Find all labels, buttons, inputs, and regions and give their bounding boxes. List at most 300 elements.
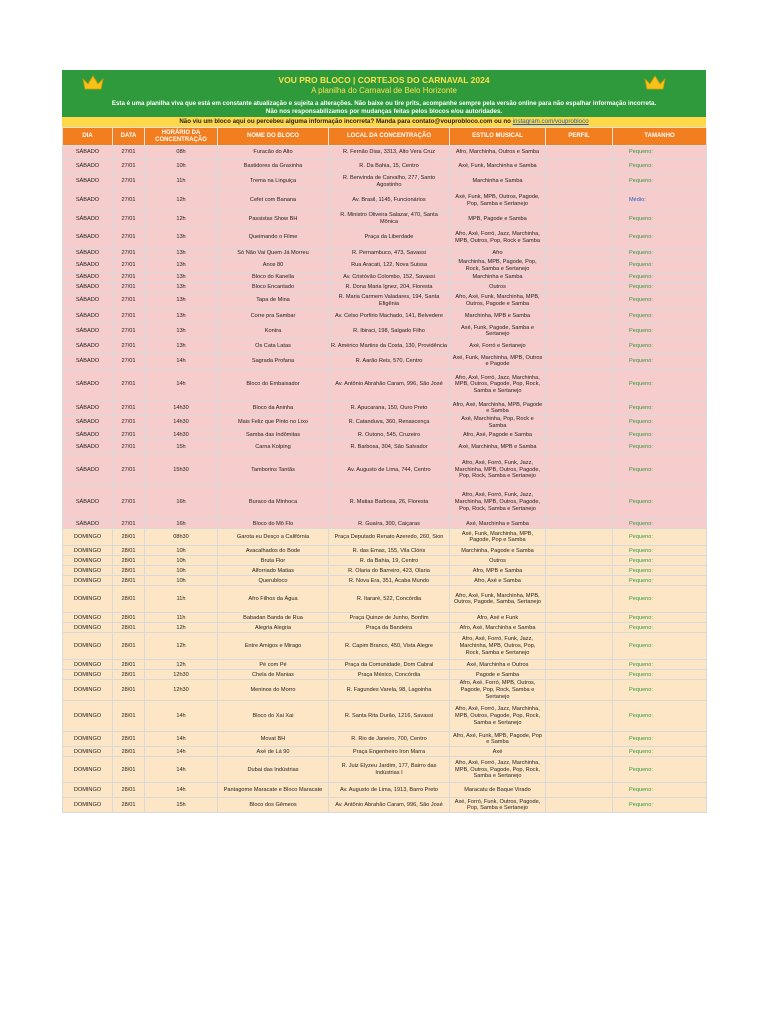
cell-data[interactable]: 27/01 (113, 160, 145, 174)
cell-hora[interactable]: 12h (145, 212, 218, 227)
cell-nome[interactable]: Tapa de Mina (218, 293, 329, 309)
cell-tamanho[interactable]: Pequeno: (613, 680, 707, 701)
cell-local[interactable]: R. Rio de Janeiro, 700, Centro (329, 732, 450, 747)
cell-tamanho[interactable]: Pequeno: (613, 227, 707, 249)
cell-tamanho[interactable]: Médio: (613, 190, 707, 212)
cell-perfil[interactable] (546, 259, 613, 273)
cell-hora[interactable]: 13h (145, 324, 218, 339)
cell-estilo[interactable]: Afro, Axé, Forró, Jazz, Marchinha, MPB, Outros, Pagode, Pop, Rock, Samba e Sertanejo (450, 369, 546, 401)
cell-tamanho[interactable]: Pequeno: (613, 701, 707, 732)
cell-hora[interactable]: 14h30 (145, 430, 218, 440)
cell-estilo[interactable]: Outros (450, 283, 546, 293)
cell-local[interactable]: R. Catanduva, 360, Renascença (329, 416, 450, 430)
cell-tamanho[interactable]: Pequeno: (613, 146, 707, 160)
cell-perfil[interactable] (546, 160, 613, 174)
cell-estilo[interactable]: Axé, Funk, Marchinha, MPB, Outros e Pagode (450, 354, 546, 369)
cell-estilo[interactable]: Axé, Marchinha e Outros (450, 660, 546, 670)
cell-tamanho[interactable]: Pequeno: (613, 576, 707, 586)
cell-data[interactable]: 28/01 (113, 546, 145, 556)
cell-data[interactable]: 27/01 (113, 259, 145, 273)
cell-tamanho[interactable]: Pequeno: (613, 529, 707, 546)
cell-hora[interactable]: 08h30 (145, 529, 218, 546)
cell-estilo[interactable]: Marchinha, MPB e Samba (450, 309, 546, 324)
cell-data[interactable]: 27/01 (113, 309, 145, 324)
cell-nome[interactable]: Movat BH (218, 732, 329, 747)
cell-dia[interactable]: SÁBADO (63, 354, 113, 369)
cell-estilo[interactable]: MPB, Pagode e Samba (450, 212, 546, 227)
cell-estilo[interactable]: Afro, Axé, Pagode e Samba (450, 430, 546, 440)
cell-dia[interactable]: SÁBADO (63, 430, 113, 440)
cell-tamanho[interactable]: Pequeno: (613, 174, 707, 190)
cell-tamanho[interactable]: Pequeno: (613, 212, 707, 227)
cell-dia[interactable]: DOMINGO (63, 546, 113, 556)
cell-estilo[interactable]: Afro, Axé, Forró, Jazz, Marchinha, MPB, Outros, Pagode, Pop, Rock, Samba e Sertanejo (450, 701, 546, 732)
cell-perfil[interactable] (546, 440, 613, 454)
cell-estilo[interactable]: Maracatu de Baque Virado (450, 783, 546, 798)
cell-hora[interactable]: 10h (145, 556, 218, 566)
cell-estilo[interactable]: Axé, Funk, Pagode, Samba e Sertanejo (450, 324, 546, 339)
cell-tamanho[interactable]: Pequeno: (613, 324, 707, 339)
cell-hora[interactable]: 15h (145, 798, 218, 813)
cell-local[interactable]: R. da Bahia, 19, Centro (329, 556, 450, 566)
cell-tamanho[interactable]: Pequeno: (613, 757, 707, 783)
cell-dia[interactable]: SÁBADO (63, 190, 113, 212)
cell-estilo[interactable]: Afro (450, 249, 546, 259)
cell-tamanho[interactable]: Pequeno: (613, 586, 707, 613)
cell-hora[interactable]: 16h (145, 486, 218, 519)
cell-tamanho[interactable]: Pequeno: (613, 546, 707, 556)
cell-dia[interactable]: SÁBADO (63, 227, 113, 249)
cell-hora[interactable]: 12h (145, 623, 218, 633)
cell-estilo[interactable]: Marchinha e Samba (450, 273, 546, 283)
cell-hora[interactable]: 10h (145, 566, 218, 576)
cell-data[interactable]: 28/01 (113, 556, 145, 566)
cell-hora[interactable]: 14h30 (145, 401, 218, 416)
cell-hora[interactable]: 14h (145, 732, 218, 747)
cell-data[interactable]: 27/01 (113, 339, 145, 354)
cell-nome[interactable]: Buraco da Minhoca (218, 486, 329, 519)
cell-tamanho[interactable]: Pequeno: (613, 454, 707, 486)
cell-nome[interactable]: Alegria Alegria (218, 623, 329, 633)
cell-hora[interactable]: 14h (145, 354, 218, 369)
cell-local[interactable]: R. Américo Martins da Costa, 130, Providência (329, 339, 450, 354)
cell-dia[interactable]: DOMINGO (63, 732, 113, 747)
cell-hora[interactable]: 10h (145, 160, 218, 174)
cell-estilo[interactable]: Afro, Axé, Marchinha, MPB, Pagode e Samba (450, 401, 546, 416)
column-header[interactable]: ESTILO MUSICAL (450, 128, 546, 146)
cell-dia[interactable]: DOMINGO (63, 566, 113, 576)
cell-estilo[interactable]: Marchinha, MPB, Pagode, Pop, Rock, Samba e Sertanejo (450, 259, 546, 273)
cell-local[interactable]: R. Maria Carmem Valadares, 194, Santa Efigênia (329, 293, 450, 309)
cell-dia[interactable]: DOMINGO (63, 586, 113, 613)
cell-hora[interactable]: 14h (145, 369, 218, 401)
cell-data[interactable]: 28/01 (113, 732, 145, 747)
cell-data[interactable]: 28/01 (113, 586, 145, 613)
cell-dia[interactable]: DOMINGO (63, 556, 113, 566)
cell-estilo[interactable]: Afro, Axé, Funk, Marchinha, MPB, Outros, Pagode, Samba, Sertanejo (450, 586, 546, 613)
cell-perfil[interactable] (546, 430, 613, 440)
cell-perfil[interactable] (546, 309, 613, 324)
cell-perfil[interactable] (546, 623, 613, 633)
cell-hora[interactable]: 11h (145, 586, 218, 613)
cell-local[interactable]: R. Aarão Reis, 570, Centro (329, 354, 450, 369)
cell-perfil[interactable] (546, 146, 613, 160)
cell-nome[interactable]: Meninos do Morro (218, 680, 329, 701)
cell-tamanho[interactable]: Pequeno: (613, 519, 707, 529)
cell-estilo[interactable]: Marchinha e Samba (450, 174, 546, 190)
cell-data[interactable]: 27/01 (113, 454, 145, 486)
cell-tamanho[interactable]: Pequeno: (613, 259, 707, 273)
cell-data[interactable]: 27/01 (113, 227, 145, 249)
cell-perfil[interactable] (546, 546, 613, 556)
cell-hora[interactable]: 13h (145, 339, 218, 354)
cell-dia[interactable]: SÁBADO (63, 519, 113, 529)
cell-local[interactable]: Praça da Comunidade, Dom Cabral (329, 660, 450, 670)
cell-dia[interactable]: DOMINGO (63, 680, 113, 701)
cell-dia[interactable]: DOMINGO (63, 757, 113, 783)
cell-nome[interactable]: Bloco dos Gêmeos (218, 798, 329, 813)
cell-estilo[interactable]: Axé, Forró e Sertanejo (450, 339, 546, 354)
cell-hora[interactable]: 11h (145, 613, 218, 623)
cell-dia[interactable]: SÁBADO (63, 273, 113, 283)
cell-nome[interactable]: Anos 80 (218, 259, 329, 273)
cell-nome[interactable]: Bruta Flor (218, 556, 329, 566)
cell-nome[interactable]: Kontra (218, 324, 329, 339)
cell-local[interactable]: Av. Celso Porfirio Machado, 141, Belvedere (329, 309, 450, 324)
cell-local[interactable]: Rua Aracati, 122, Nova Suissa (329, 259, 450, 273)
cell-perfil[interactable] (546, 566, 613, 576)
cell-hora[interactable]: 15h30 (145, 454, 218, 486)
cell-dia[interactable]: SÁBADO (63, 486, 113, 519)
cell-estilo[interactable]: Axé, Marchinha, MPB e Samba (450, 440, 546, 454)
column-header[interactable]: PERFIL (546, 128, 613, 146)
cell-data[interactable]: 28/01 (113, 660, 145, 670)
cell-nome[interactable]: Sagrada Profana (218, 354, 329, 369)
cell-dia[interactable]: DOMINGO (63, 747, 113, 757)
cell-estilo[interactable]: Afro, Axé, Funk, Marchinha, MPB, Outros, Pagode e Samba (450, 293, 546, 309)
cell-tamanho[interactable]: Pequeno: (613, 354, 707, 369)
cell-data[interactable]: 28/01 (113, 576, 145, 586)
cell-local[interactable]: R. Benvinda de Carvalho, 277, Santo Agostinho (329, 174, 450, 190)
cell-tamanho[interactable]: Pequeno: (613, 633, 707, 660)
cell-local[interactable]: R. Matias Barbosa, 26, Floresta (329, 486, 450, 519)
cell-hora[interactable]: 13h (145, 293, 218, 309)
cell-hora[interactable]: 13h (145, 259, 218, 273)
cell-local[interactable]: Av. Antônio Abrahão Caram, 996, São José (329, 798, 450, 813)
cell-local[interactable]: Av. Augusto de Lima, 1913, Barro Preto (329, 783, 450, 798)
cell-dia[interactable]: SÁBADO (63, 416, 113, 430)
cell-dia[interactable]: DOMINGO (63, 660, 113, 670)
cell-dia[interactable]: SÁBADO (63, 440, 113, 454)
cell-dia[interactable]: DOMINGO (63, 613, 113, 623)
column-header[interactable]: LOCAL DA CONCENTRAÇÃO (329, 128, 450, 146)
cell-data[interactable]: 27/01 (113, 369, 145, 401)
cell-hora[interactable]: 16h (145, 519, 218, 529)
cell-perfil[interactable] (546, 798, 613, 813)
cell-nome[interactable]: Tamborins Tantãs (218, 454, 329, 486)
cell-tamanho[interactable]: Pequeno: (613, 486, 707, 519)
cell-estilo[interactable]: Axé, Funk, Marchinha, MPB, Pagode, Pop e Samba (450, 529, 546, 546)
cell-data[interactable]: 28/01 (113, 798, 145, 813)
cell-data[interactable]: 28/01 (113, 529, 145, 546)
cell-perfil[interactable] (546, 273, 613, 283)
cell-nome[interactable]: Cefet com Banana (218, 190, 329, 212)
cell-dia[interactable]: DOMINGO (63, 783, 113, 798)
cell-data[interactable]: 27/01 (113, 401, 145, 416)
cell-local[interactable]: R. Santa Rita Durão, 1216, Savassi (329, 701, 450, 732)
cell-perfil[interactable] (546, 293, 613, 309)
cell-local[interactable]: R. Da Bahia, 15, Centro (329, 160, 450, 174)
cell-hora[interactable]: 10h (145, 576, 218, 586)
cell-tamanho[interactable]: Pequeno: (613, 670, 707, 680)
cell-nome[interactable]: Avacalhados do Bode (218, 546, 329, 556)
cell-estilo[interactable]: Outros (450, 556, 546, 566)
cell-local[interactable]: R. Olaria do Barreiro, 423, Olaria (329, 566, 450, 576)
cell-data[interactable]: 28/01 (113, 670, 145, 680)
cell-perfil[interactable] (546, 227, 613, 249)
cell-data[interactable]: 28/01 (113, 680, 145, 701)
cell-dia[interactable]: DOMINGO (63, 798, 113, 813)
cell-data[interactable]: 27/01 (113, 249, 145, 259)
cell-nome[interactable]: Bloco Encantado (218, 283, 329, 293)
cell-tamanho[interactable]: Pequeno: (613, 249, 707, 259)
cell-local[interactable]: Av. Cristóvão Colombo, 152, Savassi (329, 273, 450, 283)
cell-nome[interactable]: Bloco do Embaixador (218, 369, 329, 401)
cell-estilo[interactable]: Afro, Axé, Funk, MPB, Pagode, Pop e Samba (450, 732, 546, 747)
cell-dia[interactable]: SÁBADO (63, 293, 113, 309)
cell-data[interactable]: 27/01 (113, 324, 145, 339)
cell-tamanho[interactable]: Pequeno: (613, 401, 707, 416)
cell-nome[interactable]: Afro Filhos da Água (218, 586, 329, 613)
cell-tamanho[interactable]: Pequeno: (613, 613, 707, 623)
cell-nome[interactable]: Bloco do Mô Flo (218, 519, 329, 529)
cell-hora[interactable]: 14h (145, 747, 218, 757)
cell-data[interactable]: 27/01 (113, 293, 145, 309)
cell-local[interactable]: Praça Deputado Renato Azeredo, 260, Sion (329, 529, 450, 546)
column-header[interactable]: TAMANHO (613, 128, 707, 146)
cell-estilo[interactable]: Afro, Axé, Forró, Funk, Jazz, Marchinha, MPB, Outros, Pagode, Pop, Rock, Samba e Sertanejo (450, 486, 546, 519)
cell-nome[interactable]: Chela de Manias (218, 670, 329, 680)
cell-hora[interactable]: 14h (145, 757, 218, 783)
cell-perfil[interactable] (546, 660, 613, 670)
cell-hora[interactable]: 12h30 (145, 670, 218, 680)
cell-data[interactable]: 27/01 (113, 273, 145, 283)
cell-nome[interactable]: Babadan Banda de Rua (218, 613, 329, 623)
cell-dia[interactable]: DOMINGO (63, 670, 113, 680)
cell-local[interactable]: R. Nova Era, 351, Acaba Mundo (329, 576, 450, 586)
cell-perfil[interactable] (546, 519, 613, 529)
cell-local[interactable]: R. Ibiraci, 198, Salgado Filho (329, 324, 450, 339)
cell-perfil[interactable] (546, 369, 613, 401)
cell-hora[interactable]: 12h30 (145, 680, 218, 701)
cell-estilo[interactable]: Axé (450, 747, 546, 757)
cell-dia[interactable]: SÁBADO (63, 339, 113, 354)
cell-estilo[interactable]: Afro, Axé, Forró, Jazz, Marchinha, MPB, Outros, Pagode, Pop, Rock, Samba e Sertanejo (450, 757, 546, 783)
cell-dia[interactable]: SÁBADO (63, 401, 113, 416)
cell-tamanho[interactable]: Pequeno: (613, 783, 707, 798)
cell-dia[interactable]: DOMINGO (63, 633, 113, 660)
cell-data[interactable]: 28/01 (113, 633, 145, 660)
cell-estilo[interactable]: Axé, Marchinha e Samba (450, 519, 546, 529)
cell-local[interactable]: Av. Augusto de Lima, 744, Centro (329, 454, 450, 486)
cell-data[interactable]: 28/01 (113, 783, 145, 798)
cell-data[interactable]: 27/01 (113, 283, 145, 293)
cell-nome[interactable]: Furacão do Alto (218, 146, 329, 160)
cell-local[interactable]: Praça Engenheiro Iron Marra (329, 747, 450, 757)
cell-data[interactable]: 27/01 (113, 519, 145, 529)
cell-data[interactable]: 27/01 (113, 212, 145, 227)
cell-dia[interactable]: SÁBADO (63, 324, 113, 339)
cell-estilo[interactable]: Afro, Marchinha, Outros e Samba (450, 146, 546, 160)
cell-local[interactable]: Praça México, Concórdia (329, 670, 450, 680)
cell-data[interactable]: 27/01 (113, 416, 145, 430)
cell-estilo[interactable]: Afro, Axé, Forró, MPB, Outros, Pagode, Pop, Rock, Samba e Sertanejo (450, 680, 546, 701)
cell-nome[interactable]: Passistas Show BH (218, 212, 329, 227)
cell-estilo[interactable]: Afro, Axé, Forró, Jazz, Marchinha, MPB, Outros, Pop, Rock e Samba (450, 227, 546, 249)
cell-nome[interactable]: Bloco do Xai Xai (218, 701, 329, 732)
cell-nome[interactable]: Querubloco (218, 576, 329, 586)
cell-perfil[interactable] (546, 586, 613, 613)
cell-perfil[interactable] (546, 174, 613, 190)
cell-estilo[interactable]: Axé, Funk, MPB, Outros, Pagode, Pop, Samba e Sertanejo (450, 190, 546, 212)
cell-hora[interactable]: 14h (145, 783, 218, 798)
cell-dia[interactable]: SÁBADO (63, 160, 113, 174)
cell-nome[interactable]: Os Cata Latas (218, 339, 329, 354)
cell-estilo[interactable]: Axé, Marchinha, Pop, Rock e Samba (450, 416, 546, 430)
cell-perfil[interactable] (546, 556, 613, 566)
cell-hora[interactable]: 13h (145, 273, 218, 283)
cell-local[interactable]: Av. Brasil, 1145, Funcionários (329, 190, 450, 212)
cell-nome[interactable]: Mais Feliz que Pinto no Lixo (218, 416, 329, 430)
cell-tamanho[interactable]: Pequeno: (613, 747, 707, 757)
cell-hora[interactable]: 10h (145, 546, 218, 556)
cell-estilo[interactable]: Marchinha, Pagode e Samba (450, 546, 546, 556)
cell-dia[interactable]: SÁBADO (63, 146, 113, 160)
cell-local[interactable]: R. Barbosa, 304, São Salvador (329, 440, 450, 454)
cell-hora[interactable]: 15h (145, 440, 218, 454)
cell-local[interactable]: R. Guaíra, 300, Caiçaras (329, 519, 450, 529)
cell-tamanho[interactable]: Pequeno: (613, 283, 707, 293)
cell-nome[interactable]: Só Não Vai Quem Já Morreu (218, 249, 329, 259)
cell-perfil[interactable] (546, 401, 613, 416)
cell-tamanho[interactable]: Pequeno: (613, 339, 707, 354)
cell-perfil[interactable] (546, 613, 613, 623)
cell-local[interactable]: R. Pernambuco, 473, Savassi (329, 249, 450, 259)
cell-local[interactable]: R. Fernão Dias, 3313, Alto Vera Cruz (329, 146, 450, 160)
cell-perfil[interactable] (546, 757, 613, 783)
cell-dia[interactable]: SÁBADO (63, 309, 113, 324)
cell-dia[interactable]: SÁBADO (63, 174, 113, 190)
cell-estilo[interactable]: Afro, Axé e Funk (450, 613, 546, 623)
cell-perfil[interactable] (546, 324, 613, 339)
cell-tamanho[interactable]: Pequeno: (613, 430, 707, 440)
cell-estilo[interactable]: Pagode e Samba (450, 670, 546, 680)
cell-hora[interactable]: 14h30 (145, 416, 218, 430)
cell-tamanho[interactable]: Pequeno: (613, 556, 707, 566)
cell-dia[interactable]: DOMINGO (63, 701, 113, 732)
cell-nome[interactable]: Queimando o Filme (218, 227, 329, 249)
cell-dia[interactable]: DOMINGO (63, 529, 113, 546)
cell-nome[interactable]: Corre pra Sambar (218, 309, 329, 324)
cell-tamanho[interactable]: Pequeno: (613, 293, 707, 309)
cell-nome[interactable]: Dubai das Indústrias (218, 757, 329, 783)
cell-dia[interactable]: SÁBADO (63, 249, 113, 259)
cell-dia[interactable]: SÁBADO (63, 212, 113, 227)
cell-nome[interactable]: Garota eu Desço a Califórnia (218, 529, 329, 546)
cell-data[interactable]: 27/01 (113, 486, 145, 519)
cell-local[interactable]: R. Apucarana, 150, Ouro Preto (329, 401, 450, 416)
cell-perfil[interactable] (546, 680, 613, 701)
cell-nome[interactable]: Pantagome Maracate e Bloco Maracate (218, 783, 329, 798)
cell-nome[interactable]: Entre Amigos e Mirago (218, 633, 329, 660)
cell-tamanho[interactable]: Pequeno: (613, 416, 707, 430)
cell-tamanho[interactable]: Pequeno: (613, 160, 707, 174)
cell-local[interactable]: R. Fagundes Varela, 98, Lagoinha (329, 680, 450, 701)
cell-data[interactable]: 27/01 (113, 174, 145, 190)
column-header[interactable]: DATA (113, 128, 145, 146)
cell-tamanho[interactable]: Pequeno: (613, 440, 707, 454)
cell-perfil[interactable] (546, 747, 613, 757)
cell-dia[interactable]: DOMINGO (63, 623, 113, 633)
cell-nome[interactable]: Bloco do Kanella (218, 273, 329, 283)
cell-perfil[interactable] (546, 354, 613, 369)
cell-perfil[interactable] (546, 783, 613, 798)
cell-tamanho[interactable]: Pequeno: (613, 309, 707, 324)
column-header[interactable]: NOME DO BLOCO (218, 128, 329, 146)
cell-perfil[interactable] (546, 212, 613, 227)
cell-dia[interactable]: SÁBADO (63, 454, 113, 486)
cell-nome[interactable]: Bloco da Aninha (218, 401, 329, 416)
cell-perfil[interactable] (546, 416, 613, 430)
cell-estilo[interactable]: Afro, Axé e Samba (450, 576, 546, 586)
cell-data[interactable]: 28/01 (113, 623, 145, 633)
cell-hora[interactable]: 13h (145, 227, 218, 249)
cell-hora[interactable]: 13h (145, 309, 218, 324)
cell-perfil[interactable] (546, 486, 613, 519)
cell-nome[interactable]: Axé de Lá 90 (218, 747, 329, 757)
cell-hora[interactable]: 08h (145, 146, 218, 160)
cell-perfil[interactable] (546, 576, 613, 586)
cell-data[interactable]: 27/01 (113, 354, 145, 369)
cell-estilo[interactable]: Afro, Axé, Forró, Funk, Jazz, Marchinha, MPB, Outros, Pagode, Pop, Rock, Samba e Sertanejo (450, 454, 546, 486)
cell-tamanho[interactable]: Pequeno: (613, 273, 707, 283)
cell-data[interactable]: 27/01 (113, 146, 145, 160)
cell-dia[interactable]: SÁBADO (63, 259, 113, 273)
cell-nome[interactable]: Pé com Pé (218, 660, 329, 670)
cell-hora[interactable]: 12h (145, 190, 218, 212)
cell-local[interactable]: R. Capim Branco, 450, Vista Alegre (329, 633, 450, 660)
cell-hora[interactable]: 14h (145, 701, 218, 732)
cell-perfil[interactable] (546, 283, 613, 293)
cell-hora[interactable]: 12h (145, 660, 218, 670)
cell-tamanho[interactable]: Pequeno: (613, 623, 707, 633)
cell-local[interactable]: R. das Emas, 155, Vila Clóris (329, 546, 450, 556)
cell-perfil[interactable] (546, 732, 613, 747)
cell-hora[interactable]: 11h (145, 174, 218, 190)
cell-nome[interactable]: Trema na Linguiça (218, 174, 329, 190)
cell-local[interactable]: Praça da Liberdade (329, 227, 450, 249)
cell-dia[interactable]: DOMINGO (63, 576, 113, 586)
cell-estilo[interactable]: Afro, Axé, Forró, Funk, Jazz, Marchinha, MPB, Outros, Pop, Rock, Samba e Sertanejo (450, 633, 546, 660)
cell-estilo[interactable]: Afro, MPB e Samba (450, 566, 546, 576)
column-header[interactable]: HORÁRIO DA CONCENTRAÇÃO (145, 128, 218, 146)
cell-hora[interactable]: 13h (145, 283, 218, 293)
cell-data[interactable]: 28/01 (113, 747, 145, 757)
cell-hora[interactable]: 13h (145, 249, 218, 259)
cell-data[interactable]: 28/01 (113, 701, 145, 732)
cell-perfil[interactable] (546, 633, 613, 660)
cell-tamanho[interactable]: Pequeno: (613, 798, 707, 813)
